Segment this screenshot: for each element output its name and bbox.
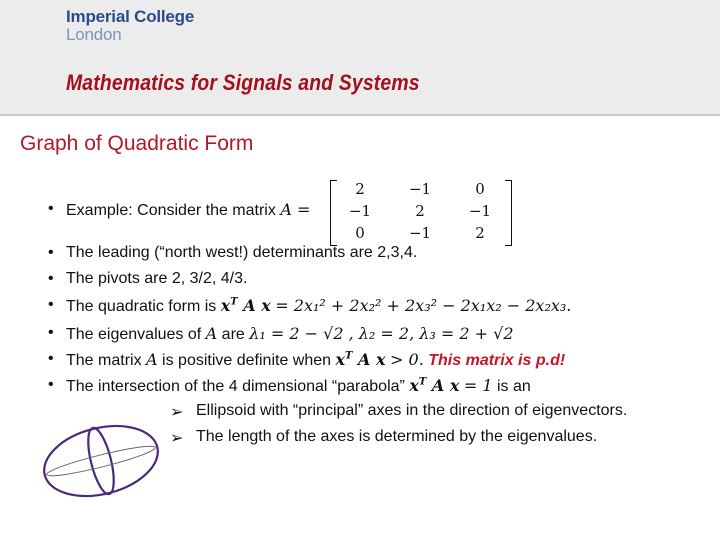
xTAx-expression: $x^T$ A x <box>409 376 460 395</box>
arrow-bullet-icon: ➢ <box>170 430 184 447</box>
bullet-icon: • <box>48 324 54 341</box>
matrix-cell: 2 <box>415 202 425 220</box>
bullet-text: The matrix <box>66 352 142 369</box>
ellipsoid-axis-ring <box>83 426 119 497</box>
bullet-text: The intersection of the 4 dimensional “parabola” <box>66 378 405 395</box>
slide-title: Graph of Quadratic Form <box>20 132 254 155</box>
slide-header <box>0 0 720 116</box>
bullet-text: Example: Consider the matrix <box>66 202 276 219</box>
ellipsoid-equator <box>45 442 157 481</box>
matrix-cell: 2 <box>475 224 485 242</box>
inequality: > 0. <box>390 350 424 369</box>
bullet-icon: • <box>48 200 54 217</box>
bullet-text: The leading (“north west!) determinants are 2,3,4. <box>66 244 418 261</box>
course-title: Mathematics for Signals and Systems <box>66 70 420 95</box>
sub-bullet-text: The length of the axes is determined by the eigenvalues. <box>196 428 598 445</box>
bullet-text: The eigenvalues of <box>66 326 202 343</box>
bullet-icon: • <box>48 376 54 393</box>
bullet-icon: • <box>48 350 54 367</box>
bullet-text-mid: are <box>221 326 245 343</box>
bullet-text-mid: is positive definite when <box>162 352 332 369</box>
matrix-cell: 2 <box>355 180 365 198</box>
matrix-label: A = <box>280 200 311 219</box>
matrix-cell: −1 <box>348 202 372 220</box>
xTAx-expression: $x^T$ A x <box>220 296 271 315</box>
xTAx-expression: $x^T$ A x <box>335 350 386 369</box>
equation-rhs: = 1 <box>463 376 493 395</box>
left-bracket <box>330 180 337 246</box>
right-bracket <box>505 180 512 246</box>
matrix-cell: 0 <box>475 180 485 198</box>
matrix-cell: −1 <box>468 202 492 220</box>
bullet-text: The quadratic form is <box>66 298 217 315</box>
bullet-text-end: is an <box>496 378 531 395</box>
logo-line1: Imperial College <box>66 7 195 26</box>
matrix-cell: −1 <box>408 180 432 198</box>
ellipsoid-icon <box>40 424 162 498</box>
bullet-icon: • <box>48 270 54 287</box>
bullet-icon: • <box>48 244 54 261</box>
sub-bullet-text: Ellipsoid with “principal” axes in the direction of eigenvectors. <box>196 402 628 419</box>
bullet-text: The pivots are 2, 3/2, 4/3. <box>66 270 248 287</box>
matrix-symbol: A <box>205 324 218 343</box>
matrix-symbol: A <box>146 350 158 369</box>
bullet-icon: • <box>48 296 54 313</box>
matrix-cell: −1 <box>408 224 432 242</box>
imperial-logo <box>66 8 194 44</box>
matrix-cell: 0 <box>355 224 365 242</box>
pd-note: This matrix is p.d! <box>428 352 566 369</box>
eigenvalue-expression: λ₁ = 2 − √2 , λ₂ = 2, λ₃ = 2 + √2 <box>249 324 514 343</box>
logo-line2: London <box>66 25 122 44</box>
arrow-bullet-icon: ➢ <box>170 404 184 421</box>
matrix-A <box>330 180 512 244</box>
quadratic-expansion: 2x₁² + 2x₂² + 2x₃² − 2x₁x₂ − 2x₂x₃. <box>293 296 572 315</box>
